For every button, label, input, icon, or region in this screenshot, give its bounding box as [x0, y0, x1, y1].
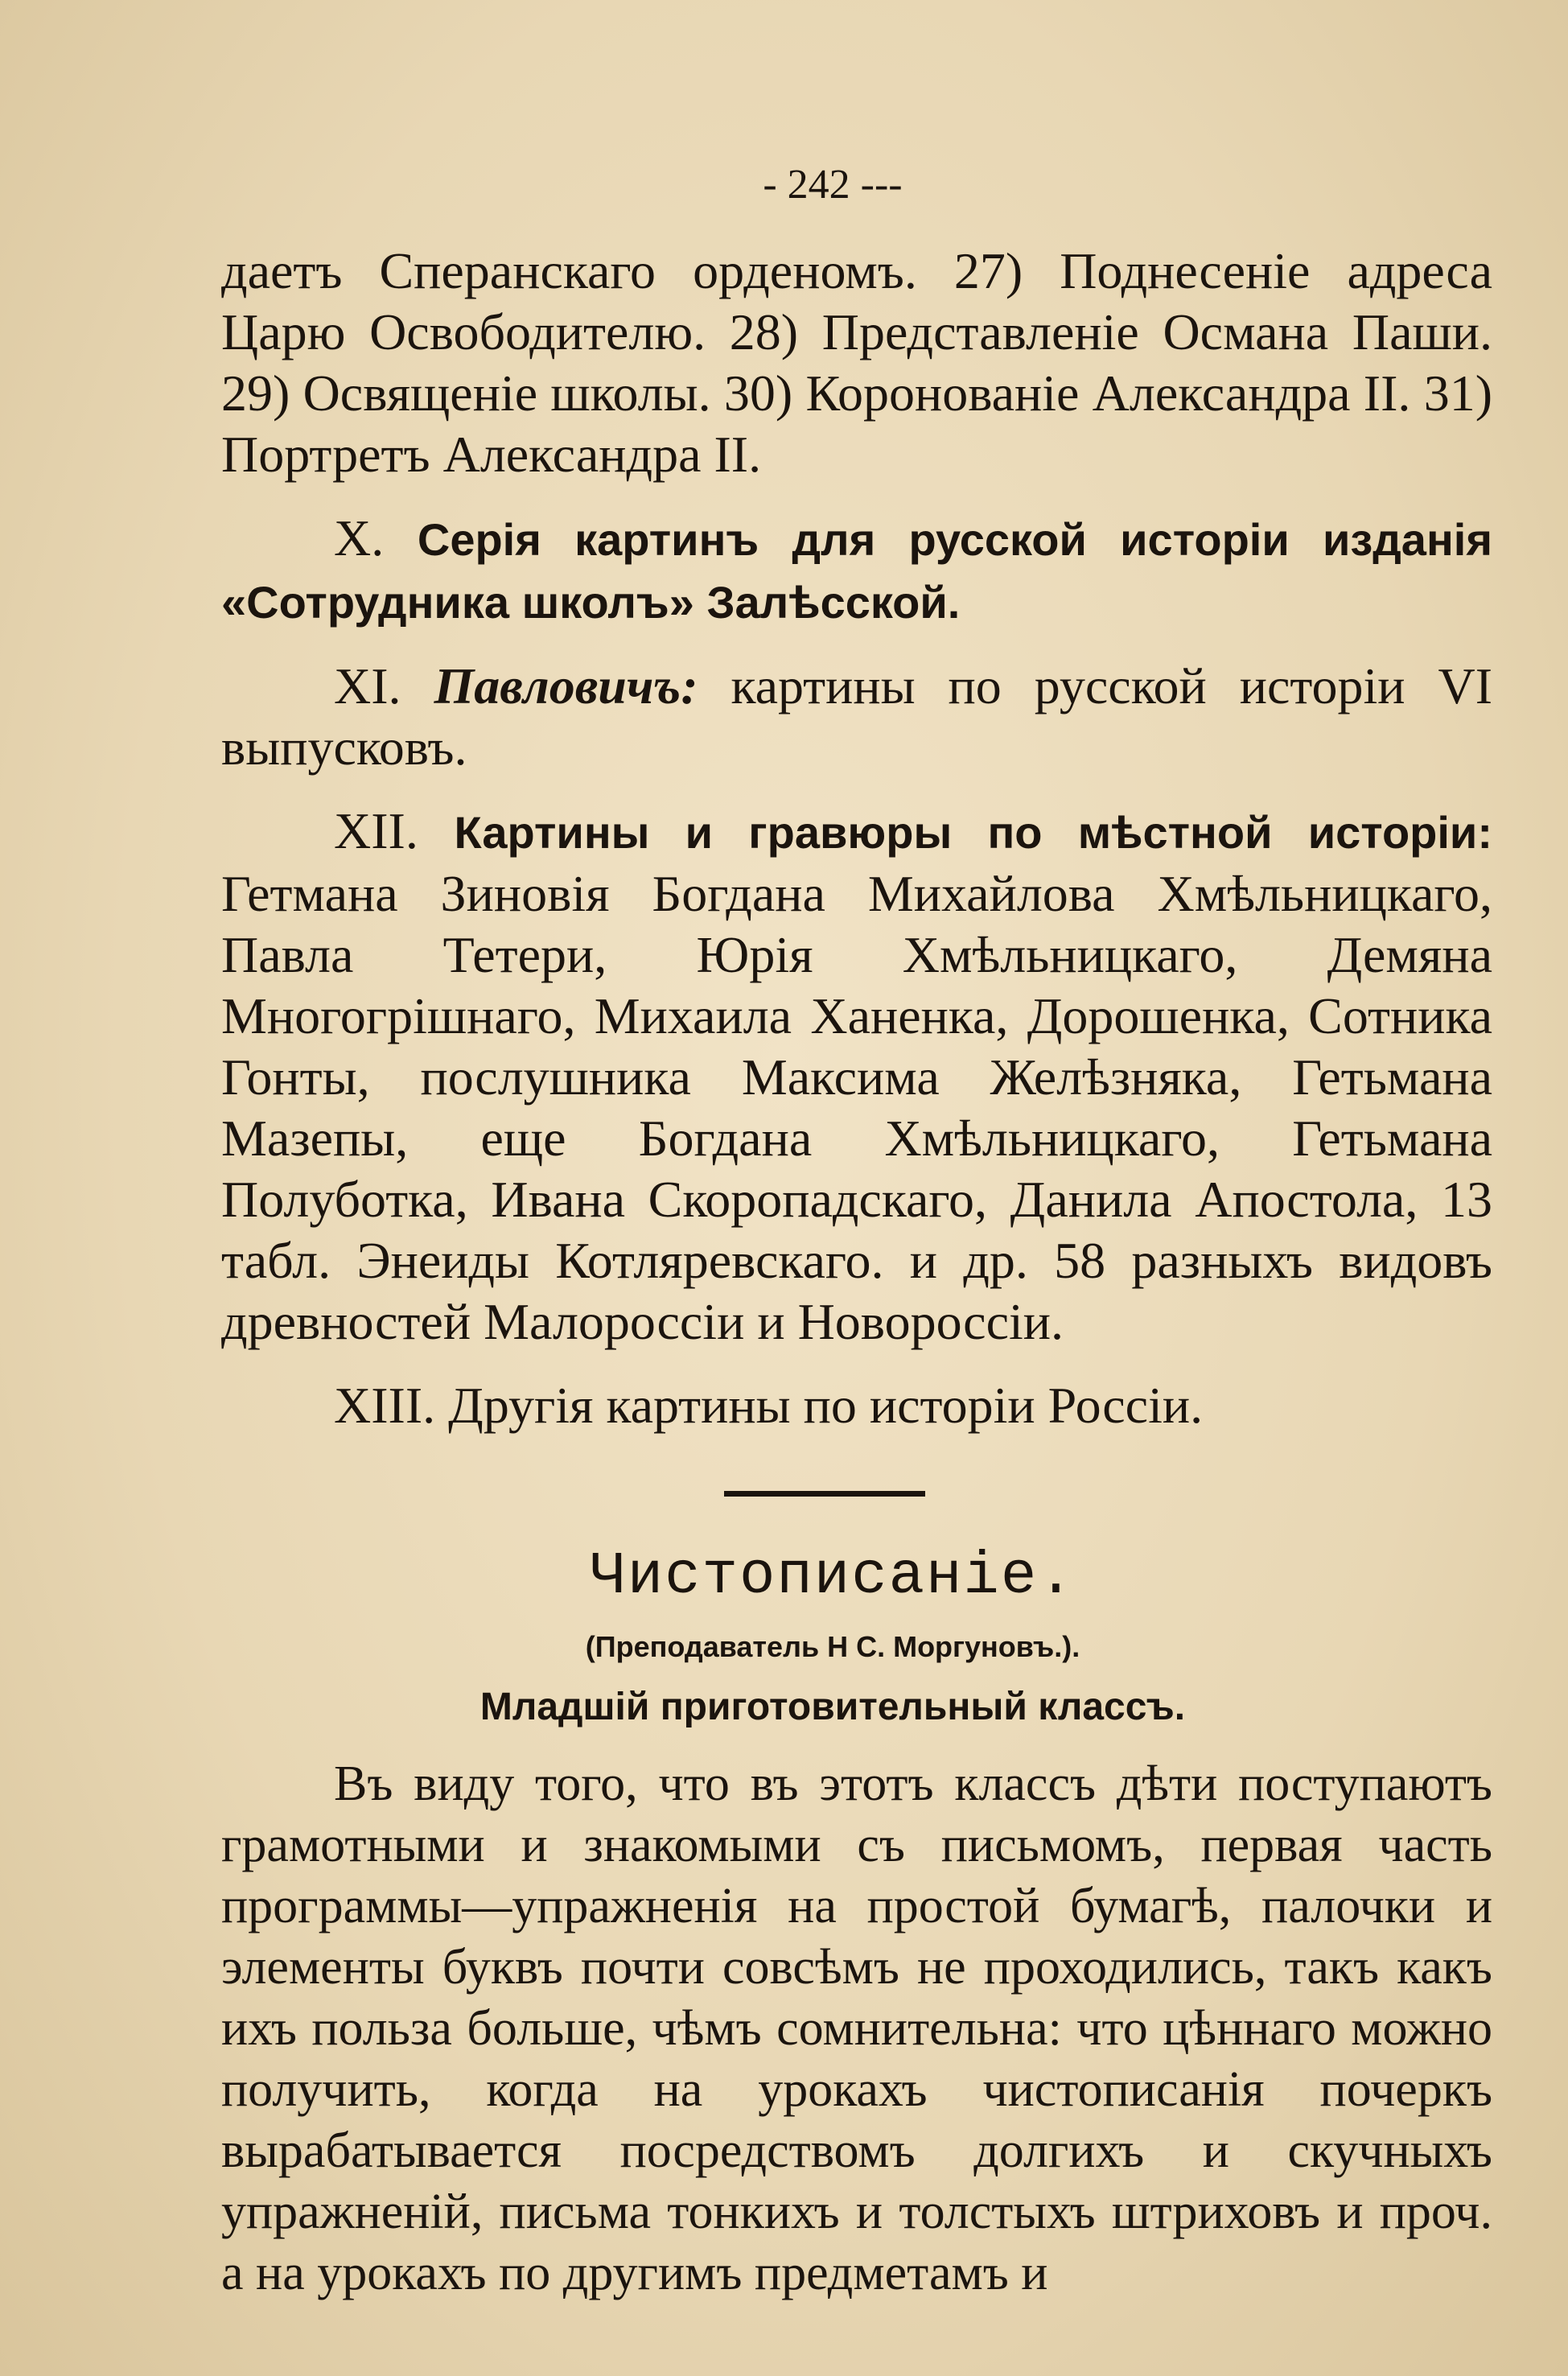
item-xi	[221, 656, 1492, 778]
item-xiii-numeral: XIII.	[334, 1377, 436, 1434]
item-x-numeral: X.	[334, 509, 385, 566]
section-body	[221, 1753, 1492, 2304]
section-body-paragraph: Въ виду того, что въ этотъ классъ дѣти поступаютъ грамотными и знакомыми съ письмомъ, первая часть программы—упражненія на простой бумагѣ, палочки и элементы буквъ почти совсѣмъ не проходились, такъ какъ ихъ польза больше, чѣмъ сомнительна: что цѣннаго можно получить, когда на урокахъ чистописанія почеркъ вырабатывается посредствомъ долгихъ и скучныхъ упражненій, письма тонкихъ и толстыхъ штриховъ и проч. а на урокахъ по другимъ предметамъ и	[221, 1756, 1492, 2300]
section-title: Чистописаніе.	[590, 1543, 1076, 1611]
item-xii	[221, 801, 1492, 1353]
section-divider	[724, 1491, 925, 1497]
item-xiii-text: Другія картины по исторіи Россіи.	[448, 1377, 1204, 1434]
book-page	[221, 161, 1492, 2304]
item-xiii	[221, 1375, 1492, 1436]
item-xi-numeral: XI.	[334, 657, 401, 714]
item-xi-author: Павловичъ:	[434, 657, 698, 714]
page-number: - 242 ---	[763, 162, 903, 208]
item-x	[221, 508, 1492, 633]
class-title: Младшій приготовительный классъ.	[479, 1686, 1186, 1728]
item-xii-numeral: XII.	[334, 802, 418, 859]
item-xii-heading: Картины и гравюры по мѣстной исторіи:	[454, 807, 1493, 858]
item-x-heading: Серія картинъ для русской исторіи изданія «Сотрудника школъ» Залѣсской.	[221, 514, 1492, 628]
intro-paragraph: даетъ Сперанскаго орденомъ. 27) Поднесеніе адреса Царю Освободителю. 28) Представленіе Османа Паши. 29) Освященіе школы. 30) Коронованіе Александра II. 31) Портретъ Александра II.	[221, 242, 1492, 483]
item-xi-text: картины по русской исторіи VI выпусковъ.	[221, 657, 1492, 776]
item-xii-text: Гетмана Зиновія Богдана Михайлова Хмѣльницкаго, Павла Тетери, Юрія Хмѣльницкаго, Демяна Многогрішнаго, Михаила Ханенка, Дорошенка, Сотника Гонты, послушника Максима Желѣзняка, Гетьмана Мазепы, еще Богдана Хмѣльницкаго, Гетьмана Полуботка, Ивана Скоропадскаго, Данила Апостола, 13 табл. Энеиды Котляревскаго. и др. 58 разныхъ видовъ древностей Малороссіи и Новороссіи.	[221, 865, 1492, 1350]
teacher-line: (Преподаватель Н С. Моргуновъ.).	[585, 1630, 1080, 1663]
